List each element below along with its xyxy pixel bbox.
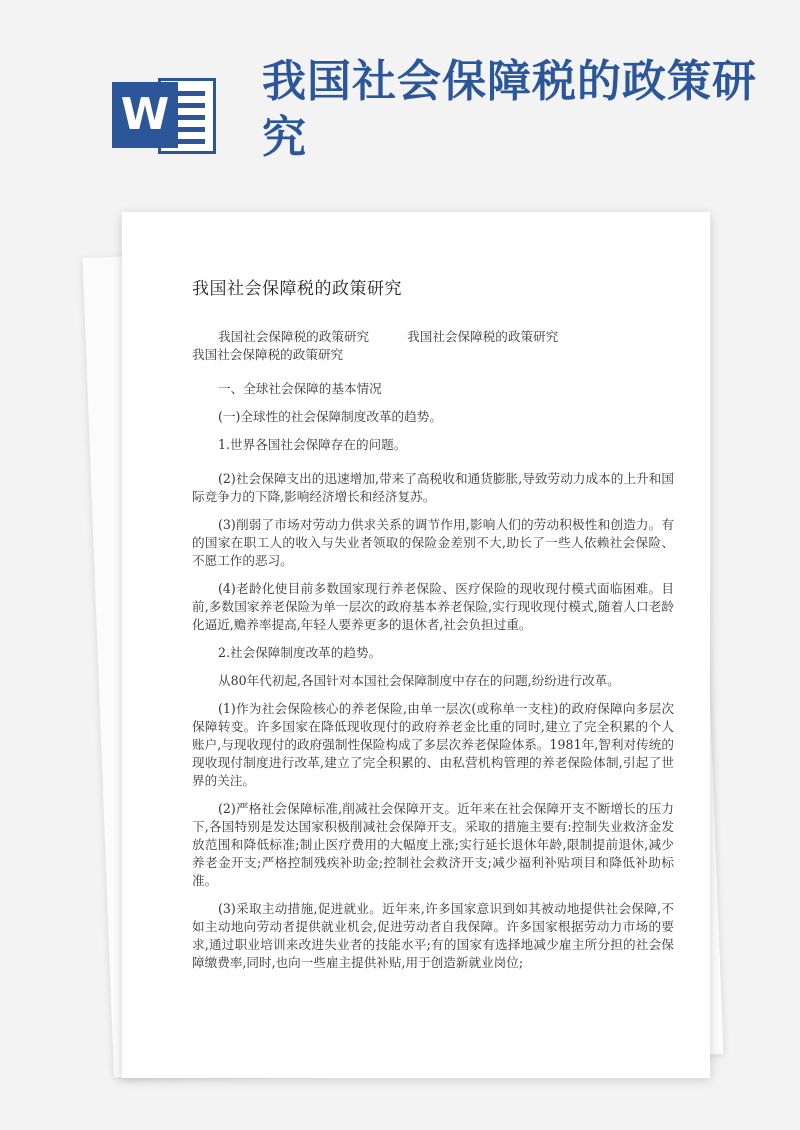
- subtitle-a: 我国社会保障税的政策研究: [218, 329, 370, 344]
- paragraph: (4)老龄化使目前多数国家现行养老保险、医疗保险的现收现付模式面临困难。目前,多数国家养老保险为单一层次的政府基本养老保险,实行现收现付模式,随着人口老龄化逼近,赡养率提高,年轻人要养更多的退休者,社会负担过重。: [192, 581, 674, 632]
- document-content: [192, 280, 674, 982]
- paragraph: (3)削弱了市场对劳动力供求关系的调节作用,影响人们的劳动积极性和创造力。有的国家在职工人的收入与失业者领取的保险金差别不大,助长了一些人依赖社会保险、不愿工作的恶习。: [192, 517, 674, 568]
- item-heading: 2.社会保障制度改革的趋势。: [218, 645, 382, 660]
- document-page: [122, 212, 710, 1078]
- word-document-icon: [112, 70, 220, 162]
- item-heading: 1.世界各国社会保障存在的问题。: [218, 437, 407, 452]
- paragraph: (2)社会保障支出的迅速增加,带来了高税收和通货膨胀,导致劳动力成本的上升和国际竞争力的下降,影响经济增长和经济复苏。: [192, 471, 674, 504]
- subtitle-c: 我国社会保障税的政策研究: [192, 347, 344, 362]
- word-letter-icon: W: [112, 82, 178, 148]
- cover-title: 我国社会保障税的政策研究: [262, 56, 757, 163]
- paragraph: 从80年代初起,各国针对本国社会保障制度中存在的问题,纷纷进行改革。: [218, 673, 620, 688]
- subsection-heading: (一)全球性的社会保障制度改革的趋势。: [218, 409, 442, 424]
- section-heading: 一、全球社会保障的基本情况: [218, 381, 382, 396]
- paragraph: (1)作为社会保险核心的养老保险,由单一层次(或称单一支柱)的政府保障向多层次保障转变。许多国家在降低现收现付的政府养老金比重的同时,建立了完全积累的个人账户,与现收现付的政府强制性保险构成了多层次养老保险体系。1981年,智利对传统的现收现付制度进行改革,建立了完全积累的、由私营机构管理的养老保险体制,引起了世界的关注。: [192, 701, 674, 788]
- paragraph: (3)采取主动措施,促进就业。近年来,许多国家意识到如其被动地提供社会保障,不如主动地向劳动者提供就业机会,促进劳动者自我保障。许多国家根据劳动力市场的要求,通过职业培训来改进失业者的技能水平;有的国家有选择地减少雇主所分担的社会保障缴费率,同时,也向一些雇主提供补贴,用于创造新就业岗位;: [192, 901, 674, 970]
- subtitle-b: 我国社会保障税的政策研究: [407, 329, 559, 344]
- document-title: 我国社会保障税的政策研究: [192, 279, 402, 299]
- paragraph: (2)严格社会保障标准,削减社会保障开支。近年来在社会保障开支不断增长的压力下,各国特别是发达国家积极削减社会保障开支。采取的措施主要有:控制失业救济金发放范围和降低标准;制止医疗费用的大幅度上涨;实行延长退休年龄,限制提前退休,减少养老金开支;严格控制残疾补助金;控制社会救济开支;减少福利补贴项目和降低补助标准。: [192, 801, 674, 888]
- subtitle-line: [192, 328, 674, 346]
